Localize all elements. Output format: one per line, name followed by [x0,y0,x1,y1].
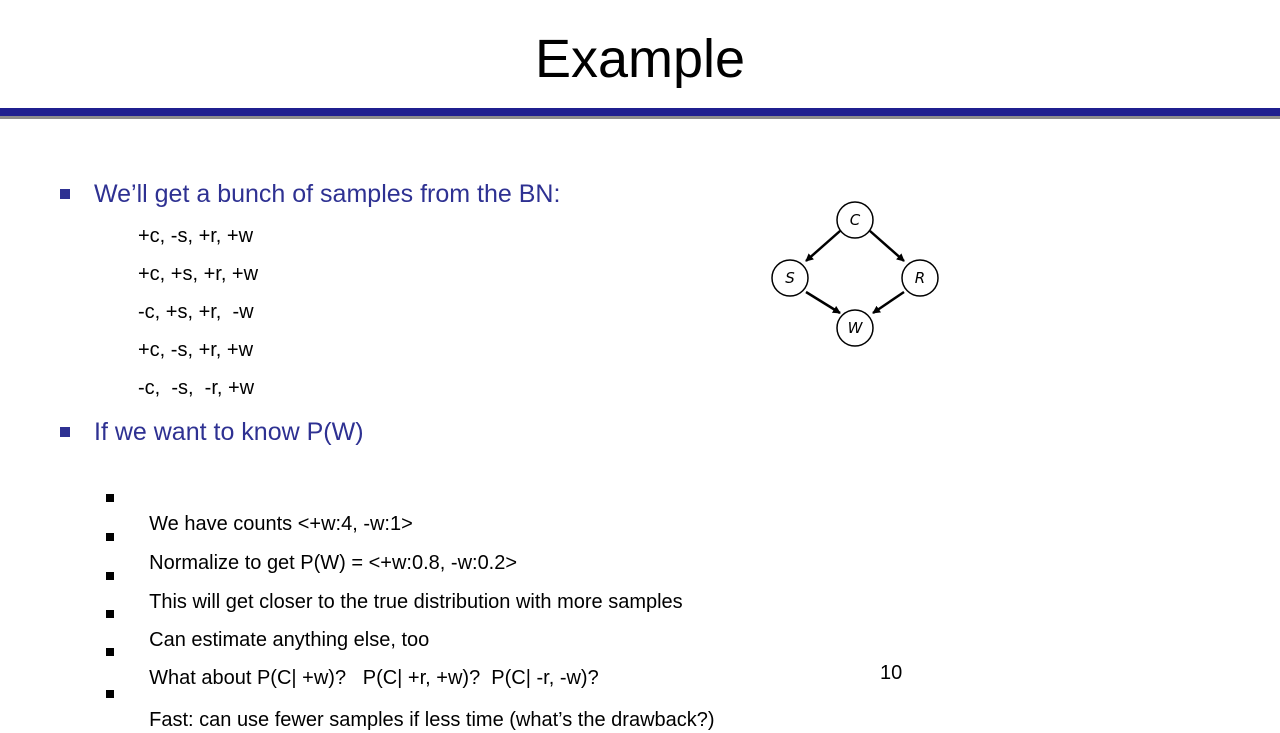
title-divider-navy [0,108,1280,116]
square-bullet-icon [106,690,114,698]
edge-c-r [870,231,904,261]
slide-title: Example [534,29,746,89]
sample-line: -c, +s, +r, -w [138,301,254,323]
bullet-text: We’ll get a bunch of samples from the BN: [94,180,561,208]
sub-bullet-text: Can estimate anything else, too [149,629,430,651]
sub-bullet-text: This will get closer to the true distribution with more samples [149,591,683,613]
edge-s-w [806,292,840,313]
page-number: 10 [880,662,903,684]
node-c-label: C [849,211,861,229]
title-divider-gray [0,116,1280,119]
sample-line: +c, +s, +r, +w [138,263,259,285]
edge-r-w [873,292,904,313]
bullet-know-pw [60,416,364,448]
bullet-samples-heading [60,178,560,210]
node-w-label: W [847,319,863,337]
node-s-label: S [785,269,795,287]
square-bullet-icon [60,427,70,437]
square-bullet-icon [60,189,70,199]
bullet-text: If we want to know P(W) [94,418,364,446]
bayes-net-diagram [760,195,960,355]
edge-c-s [806,231,840,261]
sub-bullet-text: Normalize to get P(W) = <+w:0.8, -w:0.2> [149,552,518,574]
sub-bullet [106,655,715,733]
sample-line: -c, -s, -r, +w [138,377,255,399]
sample-line: +c, -s, +r, +w [138,225,254,247]
sample-line: +c, -s, +r, +w [138,339,254,361]
node-r-label: R [914,269,926,287]
sub-bullet-text: What about P(C| +w)? P(C| +r, +w)? P(C| -r, -w)? [149,667,599,689]
sub-bullet-text: We have counts <+w:4, -w:1> [149,513,413,535]
sub-bullet-text: Fast: can use fewer samples if less time (what’s the drawback?) [149,709,715,731]
